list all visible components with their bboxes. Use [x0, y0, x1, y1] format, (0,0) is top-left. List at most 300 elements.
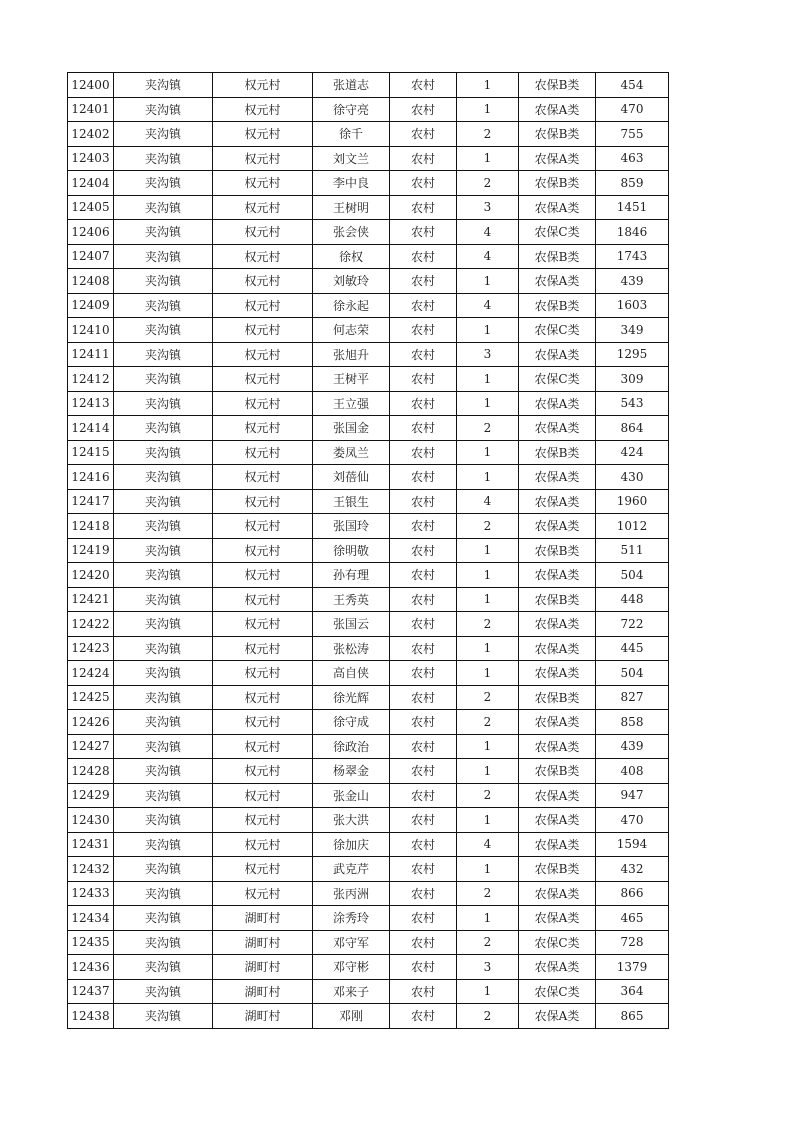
- cell-name: 徐永起: [313, 293, 390, 318]
- cell-name: 邓守军: [313, 930, 390, 955]
- cell-village: 权元村: [213, 367, 313, 392]
- cell-amount: 1295: [596, 342, 669, 367]
- cell-name: 李中良: [313, 171, 390, 196]
- table-row: [68, 244, 669, 269]
- cell-amount: 859: [596, 171, 669, 196]
- cell-insurance-category: 农保A类: [519, 489, 596, 514]
- cell-id: 12438: [68, 1004, 114, 1029]
- cell-name: 张道志: [313, 73, 390, 98]
- table-row: [68, 636, 669, 661]
- cell-amount: 470: [596, 808, 669, 833]
- cell-household-size: 4: [457, 220, 519, 245]
- cell-household-size: 4: [457, 832, 519, 857]
- cell-id: 12437: [68, 979, 114, 1004]
- cell-town: 夹沟镇: [114, 808, 213, 833]
- cell-amount: 1743: [596, 244, 669, 269]
- cell-town: 夹沟镇: [114, 710, 213, 735]
- cell-amount: 722: [596, 612, 669, 637]
- cell-name: 张旭升: [313, 342, 390, 367]
- cell-area-type: 农村: [390, 685, 457, 710]
- cell-insurance-category: 农保A类: [519, 465, 596, 490]
- cell-amount: 408: [596, 759, 669, 784]
- cell-town: 夹沟镇: [114, 220, 213, 245]
- cell-town: 夹沟镇: [114, 685, 213, 710]
- cell-household-size: 4: [457, 489, 519, 514]
- cell-area-type: 农村: [390, 342, 457, 367]
- cell-insurance-category: 农保A类: [519, 661, 596, 686]
- records-table: [67, 72, 669, 1029]
- cell-insurance-category: 农保A类: [519, 195, 596, 220]
- cell-id: 12430: [68, 808, 114, 833]
- cell-area-type: 农村: [390, 489, 457, 514]
- cell-id: 12405: [68, 195, 114, 220]
- cell-household-size: 2: [457, 1004, 519, 1029]
- table-row: [68, 930, 669, 955]
- cell-town: 夹沟镇: [114, 857, 213, 882]
- cell-amount: 1012: [596, 514, 669, 539]
- cell-name: 王银生: [313, 489, 390, 514]
- cell-household-size: 2: [457, 783, 519, 808]
- cell-household-size: 1: [457, 146, 519, 171]
- cell-id: 12401: [68, 97, 114, 122]
- cell-town: 夹沟镇: [114, 73, 213, 98]
- cell-village: 权元村: [213, 416, 313, 441]
- cell-village: 湖町村: [213, 930, 313, 955]
- cell-id: 12424: [68, 661, 114, 686]
- cell-id: 12434: [68, 906, 114, 931]
- cell-town: 夹沟镇: [114, 587, 213, 612]
- cell-area-type: 农村: [390, 97, 457, 122]
- cell-name: 张国金: [313, 416, 390, 441]
- table-row: [68, 171, 669, 196]
- cell-household-size: 1: [457, 269, 519, 294]
- cell-name: 刘蓓仙: [313, 465, 390, 490]
- cell-village: 权元村: [213, 710, 313, 735]
- cell-id: 12436: [68, 955, 114, 980]
- table-row: [68, 195, 669, 220]
- cell-area-type: 农村: [390, 318, 457, 343]
- cell-area-type: 农村: [390, 710, 457, 735]
- cell-id: 12418: [68, 514, 114, 539]
- cell-town: 夹沟镇: [114, 269, 213, 294]
- cell-amount: 1594: [596, 832, 669, 857]
- table-body: [68, 73, 669, 1029]
- cell-town: 夹沟镇: [114, 832, 213, 857]
- cell-amount: 511: [596, 538, 669, 563]
- cell-insurance-category: 农保A类: [519, 563, 596, 588]
- cell-insurance-category: 农保B类: [519, 857, 596, 882]
- cell-amount: 858: [596, 710, 669, 735]
- cell-household-size: 2: [457, 416, 519, 441]
- cell-name: 张金山: [313, 783, 390, 808]
- cell-village: 权元村: [213, 685, 313, 710]
- cell-amount: 864: [596, 416, 669, 441]
- cell-village: 权元村: [213, 342, 313, 367]
- table-row: [68, 514, 669, 539]
- cell-household-size: 1: [457, 661, 519, 686]
- cell-id: 12423: [68, 636, 114, 661]
- cell-insurance-category: 农保A类: [519, 808, 596, 833]
- cell-amount: 463: [596, 146, 669, 171]
- cell-amount: 543: [596, 391, 669, 416]
- cell-town: 夹沟镇: [114, 783, 213, 808]
- cell-village: 权元村: [213, 318, 313, 343]
- cell-village: 权元村: [213, 220, 313, 245]
- cell-insurance-category: 农保A类: [519, 906, 596, 931]
- table-row: [68, 1004, 669, 1029]
- cell-amount: 439: [596, 269, 669, 294]
- cell-name: 张会侠: [313, 220, 390, 245]
- cell-insurance-category: 农保A类: [519, 514, 596, 539]
- cell-village: 权元村: [213, 538, 313, 563]
- cell-amount: 1379: [596, 955, 669, 980]
- cell-household-size: 2: [457, 881, 519, 906]
- table-row: [68, 440, 669, 465]
- cell-insurance-category: 农保A类: [519, 881, 596, 906]
- cell-name: 徐加庆: [313, 832, 390, 857]
- cell-village: 权元村: [213, 97, 313, 122]
- cell-area-type: 农村: [390, 979, 457, 1004]
- cell-village: 权元村: [213, 759, 313, 784]
- cell-area-type: 农村: [390, 514, 457, 539]
- cell-amount: 866: [596, 881, 669, 906]
- cell-id: 12429: [68, 783, 114, 808]
- cell-insurance-category: 农保B类: [519, 440, 596, 465]
- cell-village: 湖町村: [213, 955, 313, 980]
- table-row: [68, 832, 669, 857]
- cell-name: 徐权: [313, 244, 390, 269]
- cell-village: 权元村: [213, 808, 313, 833]
- cell-village: 湖町村: [213, 1004, 313, 1029]
- cell-area-type: 农村: [390, 563, 457, 588]
- cell-area-type: 农村: [390, 636, 457, 661]
- cell-village: 权元村: [213, 244, 313, 269]
- cell-amount: 865: [596, 1004, 669, 1029]
- table-row: [68, 857, 669, 882]
- cell-area-type: 农村: [390, 440, 457, 465]
- cell-area-type: 农村: [390, 906, 457, 931]
- cell-town: 夹沟镇: [114, 391, 213, 416]
- cell-household-size: 3: [457, 195, 519, 220]
- cell-town: 夹沟镇: [114, 97, 213, 122]
- cell-id: 12420: [68, 563, 114, 588]
- cell-name: 张松涛: [313, 636, 390, 661]
- cell-insurance-category: 农保C类: [519, 367, 596, 392]
- cell-id: 12406: [68, 220, 114, 245]
- cell-household-size: 1: [457, 808, 519, 833]
- cell-id: 12413: [68, 391, 114, 416]
- cell-insurance-category: 农保A类: [519, 391, 596, 416]
- cell-insurance-category: 农保A类: [519, 710, 596, 735]
- cell-household-size: 1: [457, 563, 519, 588]
- cell-household-size: 1: [457, 73, 519, 98]
- cell-name: 娄凤兰: [313, 440, 390, 465]
- cell-town: 夹沟镇: [114, 734, 213, 759]
- cell-amount: 755: [596, 122, 669, 147]
- cell-town: 夹沟镇: [114, 881, 213, 906]
- cell-area-type: 农村: [390, 391, 457, 416]
- cell-town: 夹沟镇: [114, 416, 213, 441]
- cell-town: 夹沟镇: [114, 195, 213, 220]
- cell-insurance-category: 农保B类: [519, 122, 596, 147]
- cell-name: 徐守成: [313, 710, 390, 735]
- cell-id: 12408: [68, 269, 114, 294]
- cell-name: 涂秀玲: [313, 906, 390, 931]
- cell-name: 邓守彬: [313, 955, 390, 980]
- cell-insurance-category: 农保A类: [519, 269, 596, 294]
- cell-amount: 465: [596, 906, 669, 931]
- table-row: [68, 979, 669, 1004]
- cell-household-size: 2: [457, 612, 519, 637]
- table-row: [68, 734, 669, 759]
- cell-village: 权元村: [213, 587, 313, 612]
- table-row: [68, 342, 669, 367]
- cell-household-size: 2: [457, 710, 519, 735]
- cell-area-type: 农村: [390, 293, 457, 318]
- cell-amount: 728: [596, 930, 669, 955]
- cell-amount: 424: [596, 440, 669, 465]
- cell-insurance-category: 农保B类: [519, 73, 596, 98]
- cell-id: 12426: [68, 710, 114, 735]
- cell-town: 夹沟镇: [114, 293, 213, 318]
- cell-household-size: 2: [457, 171, 519, 196]
- table-row: [68, 685, 669, 710]
- cell-id: 12400: [68, 73, 114, 98]
- cell-amount: 454: [596, 73, 669, 98]
- cell-area-type: 农村: [390, 146, 457, 171]
- cell-area-type: 农村: [390, 367, 457, 392]
- cell-village: 权元村: [213, 293, 313, 318]
- cell-name: 高自侠: [313, 661, 390, 686]
- cell-town: 夹沟镇: [114, 171, 213, 196]
- cell-name: 王树明: [313, 195, 390, 220]
- cell-household-size: 1: [457, 391, 519, 416]
- table-row: [68, 808, 669, 833]
- cell-town: 夹沟镇: [114, 636, 213, 661]
- table-row: [68, 367, 669, 392]
- cell-insurance-category: 农保A类: [519, 342, 596, 367]
- cell-household-size: 1: [457, 440, 519, 465]
- cell-household-size: 1: [457, 759, 519, 784]
- cell-id: 12435: [68, 930, 114, 955]
- cell-area-type: 农村: [390, 122, 457, 147]
- table-row: [68, 587, 669, 612]
- cell-household-size: 1: [457, 538, 519, 563]
- cell-village: 权元村: [213, 857, 313, 882]
- cell-name: 何志荣: [313, 318, 390, 343]
- cell-id: 12410: [68, 318, 114, 343]
- cell-name: 徐光辉: [313, 685, 390, 710]
- cell-household-size: 1: [457, 906, 519, 931]
- cell-id: 12432: [68, 857, 114, 882]
- cell-town: 夹沟镇: [114, 318, 213, 343]
- cell-area-type: 农村: [390, 244, 457, 269]
- cell-amount: 448: [596, 587, 669, 612]
- cell-town: 夹沟镇: [114, 342, 213, 367]
- cell-village: 权元村: [213, 881, 313, 906]
- cell-insurance-category: 农保B类: [519, 538, 596, 563]
- cell-village: 权元村: [213, 514, 313, 539]
- table-row: [68, 122, 669, 147]
- cell-id: 12414: [68, 416, 114, 441]
- cell-insurance-category: 农保A类: [519, 1004, 596, 1029]
- cell-area-type: 农村: [390, 857, 457, 882]
- cell-amount: 470: [596, 97, 669, 122]
- cell-town: 夹沟镇: [114, 367, 213, 392]
- cell-id: 12416: [68, 465, 114, 490]
- cell-household-size: 1: [457, 734, 519, 759]
- cell-area-type: 农村: [390, 661, 457, 686]
- cell-name: 徐千: [313, 122, 390, 147]
- cell-name: 孙有理: [313, 563, 390, 588]
- cell-insurance-category: 农保B类: [519, 244, 596, 269]
- cell-amount: 309: [596, 367, 669, 392]
- cell-household-size: 1: [457, 587, 519, 612]
- cell-town: 夹沟镇: [114, 1004, 213, 1029]
- cell-household-size: 1: [457, 318, 519, 343]
- table-row: [68, 955, 669, 980]
- cell-id: 12412: [68, 367, 114, 392]
- table-row: [68, 318, 669, 343]
- cell-id: 12428: [68, 759, 114, 784]
- cell-insurance-category: 农保B类: [519, 171, 596, 196]
- cell-name: 王树平: [313, 367, 390, 392]
- cell-id: 12409: [68, 293, 114, 318]
- cell-amount: 504: [596, 563, 669, 588]
- cell-town: 夹沟镇: [114, 563, 213, 588]
- cell-area-type: 农村: [390, 955, 457, 980]
- cell-village: 权元村: [213, 465, 313, 490]
- cell-village: 权元村: [213, 269, 313, 294]
- cell-amount: 430: [596, 465, 669, 490]
- cell-id: 12421: [68, 587, 114, 612]
- cell-id: 12431: [68, 832, 114, 857]
- cell-household-size: 2: [457, 122, 519, 147]
- table-row: [68, 563, 669, 588]
- cell-id: 12415: [68, 440, 114, 465]
- table-row: [68, 881, 669, 906]
- cell-amount: 1603: [596, 293, 669, 318]
- cell-area-type: 农村: [390, 832, 457, 857]
- cell-amount: 1960: [596, 489, 669, 514]
- cell-household-size: 3: [457, 955, 519, 980]
- cell-insurance-category: 农保A类: [519, 734, 596, 759]
- cell-town: 夹沟镇: [114, 440, 213, 465]
- cell-area-type: 农村: [390, 808, 457, 833]
- cell-village: 权元村: [213, 146, 313, 171]
- cell-area-type: 农村: [390, 734, 457, 759]
- cell-town: 夹沟镇: [114, 979, 213, 1004]
- cell-id: 12417: [68, 489, 114, 514]
- cell-amount: 439: [596, 734, 669, 759]
- table-row: [68, 391, 669, 416]
- table-row: [68, 293, 669, 318]
- cell-household-size: 1: [457, 465, 519, 490]
- cell-area-type: 农村: [390, 465, 457, 490]
- table-row: [68, 146, 669, 171]
- cell-town: 夹沟镇: [114, 612, 213, 637]
- cell-village: 权元村: [213, 832, 313, 857]
- cell-town: 夹沟镇: [114, 930, 213, 955]
- cell-town: 夹沟镇: [114, 146, 213, 171]
- table-row: [68, 612, 669, 637]
- cell-id: 12402: [68, 122, 114, 147]
- cell-insurance-category: 农保A类: [519, 955, 596, 980]
- cell-area-type: 农村: [390, 612, 457, 637]
- cell-village: 权元村: [213, 636, 313, 661]
- cell-household-size: 3: [457, 342, 519, 367]
- cell-id: 12407: [68, 244, 114, 269]
- cell-id: 12411: [68, 342, 114, 367]
- cell-area-type: 农村: [390, 269, 457, 294]
- cell-name: 张丙洲: [313, 881, 390, 906]
- cell-id: 12427: [68, 734, 114, 759]
- cell-area-type: 农村: [390, 783, 457, 808]
- cell-area-type: 农村: [390, 416, 457, 441]
- cell-name: 徐政治: [313, 734, 390, 759]
- cell-village: 权元村: [213, 440, 313, 465]
- cell-amount: 504: [596, 661, 669, 686]
- cell-name: 徐明敬: [313, 538, 390, 563]
- cell-household-size: 1: [457, 367, 519, 392]
- cell-amount: 827: [596, 685, 669, 710]
- table-row: [68, 538, 669, 563]
- cell-insurance-category: 农保A类: [519, 146, 596, 171]
- cell-amount: 1451: [596, 195, 669, 220]
- cell-area-type: 农村: [390, 587, 457, 612]
- cell-area-type: 农村: [390, 171, 457, 196]
- cell-village: 权元村: [213, 563, 313, 588]
- cell-name: 张国云: [313, 612, 390, 637]
- table-row: [68, 220, 669, 245]
- cell-village: 权元村: [213, 122, 313, 147]
- cell-village: 湖町村: [213, 906, 313, 931]
- cell-area-type: 农村: [390, 195, 457, 220]
- cell-village: 权元村: [213, 661, 313, 686]
- cell-village: 权元村: [213, 734, 313, 759]
- cell-amount: 364: [596, 979, 669, 1004]
- cell-name: 张国玲: [313, 514, 390, 539]
- cell-name: 杨翠金: [313, 759, 390, 784]
- cell-village: 权元村: [213, 195, 313, 220]
- cell-insurance-category: 农保C类: [519, 220, 596, 245]
- cell-household-size: 2: [457, 514, 519, 539]
- cell-insurance-category: 农保B类: [519, 293, 596, 318]
- cell-village: 湖町村: [213, 979, 313, 1004]
- cell-village: 权元村: [213, 171, 313, 196]
- table-row: [68, 269, 669, 294]
- cell-area-type: 农村: [390, 1004, 457, 1029]
- cell-name: 邓刚: [313, 1004, 390, 1029]
- cell-town: 夹沟镇: [114, 244, 213, 269]
- cell-household-size: 2: [457, 930, 519, 955]
- cell-id: 12403: [68, 146, 114, 171]
- cell-insurance-category: 农保C类: [519, 979, 596, 1004]
- cell-area-type: 农村: [390, 881, 457, 906]
- cell-id: 12425: [68, 685, 114, 710]
- cell-id: 12433: [68, 881, 114, 906]
- cell-name: 王立强: [313, 391, 390, 416]
- cell-insurance-category: 农保B类: [519, 685, 596, 710]
- table-row: [68, 416, 669, 441]
- cell-amount: 947: [596, 783, 669, 808]
- cell-household-size: 1: [457, 857, 519, 882]
- table-row: [68, 783, 669, 808]
- cell-area-type: 农村: [390, 538, 457, 563]
- cell-household-size: 1: [457, 979, 519, 1004]
- cell-name: 武克芹: [313, 857, 390, 882]
- cell-household-size: 1: [457, 97, 519, 122]
